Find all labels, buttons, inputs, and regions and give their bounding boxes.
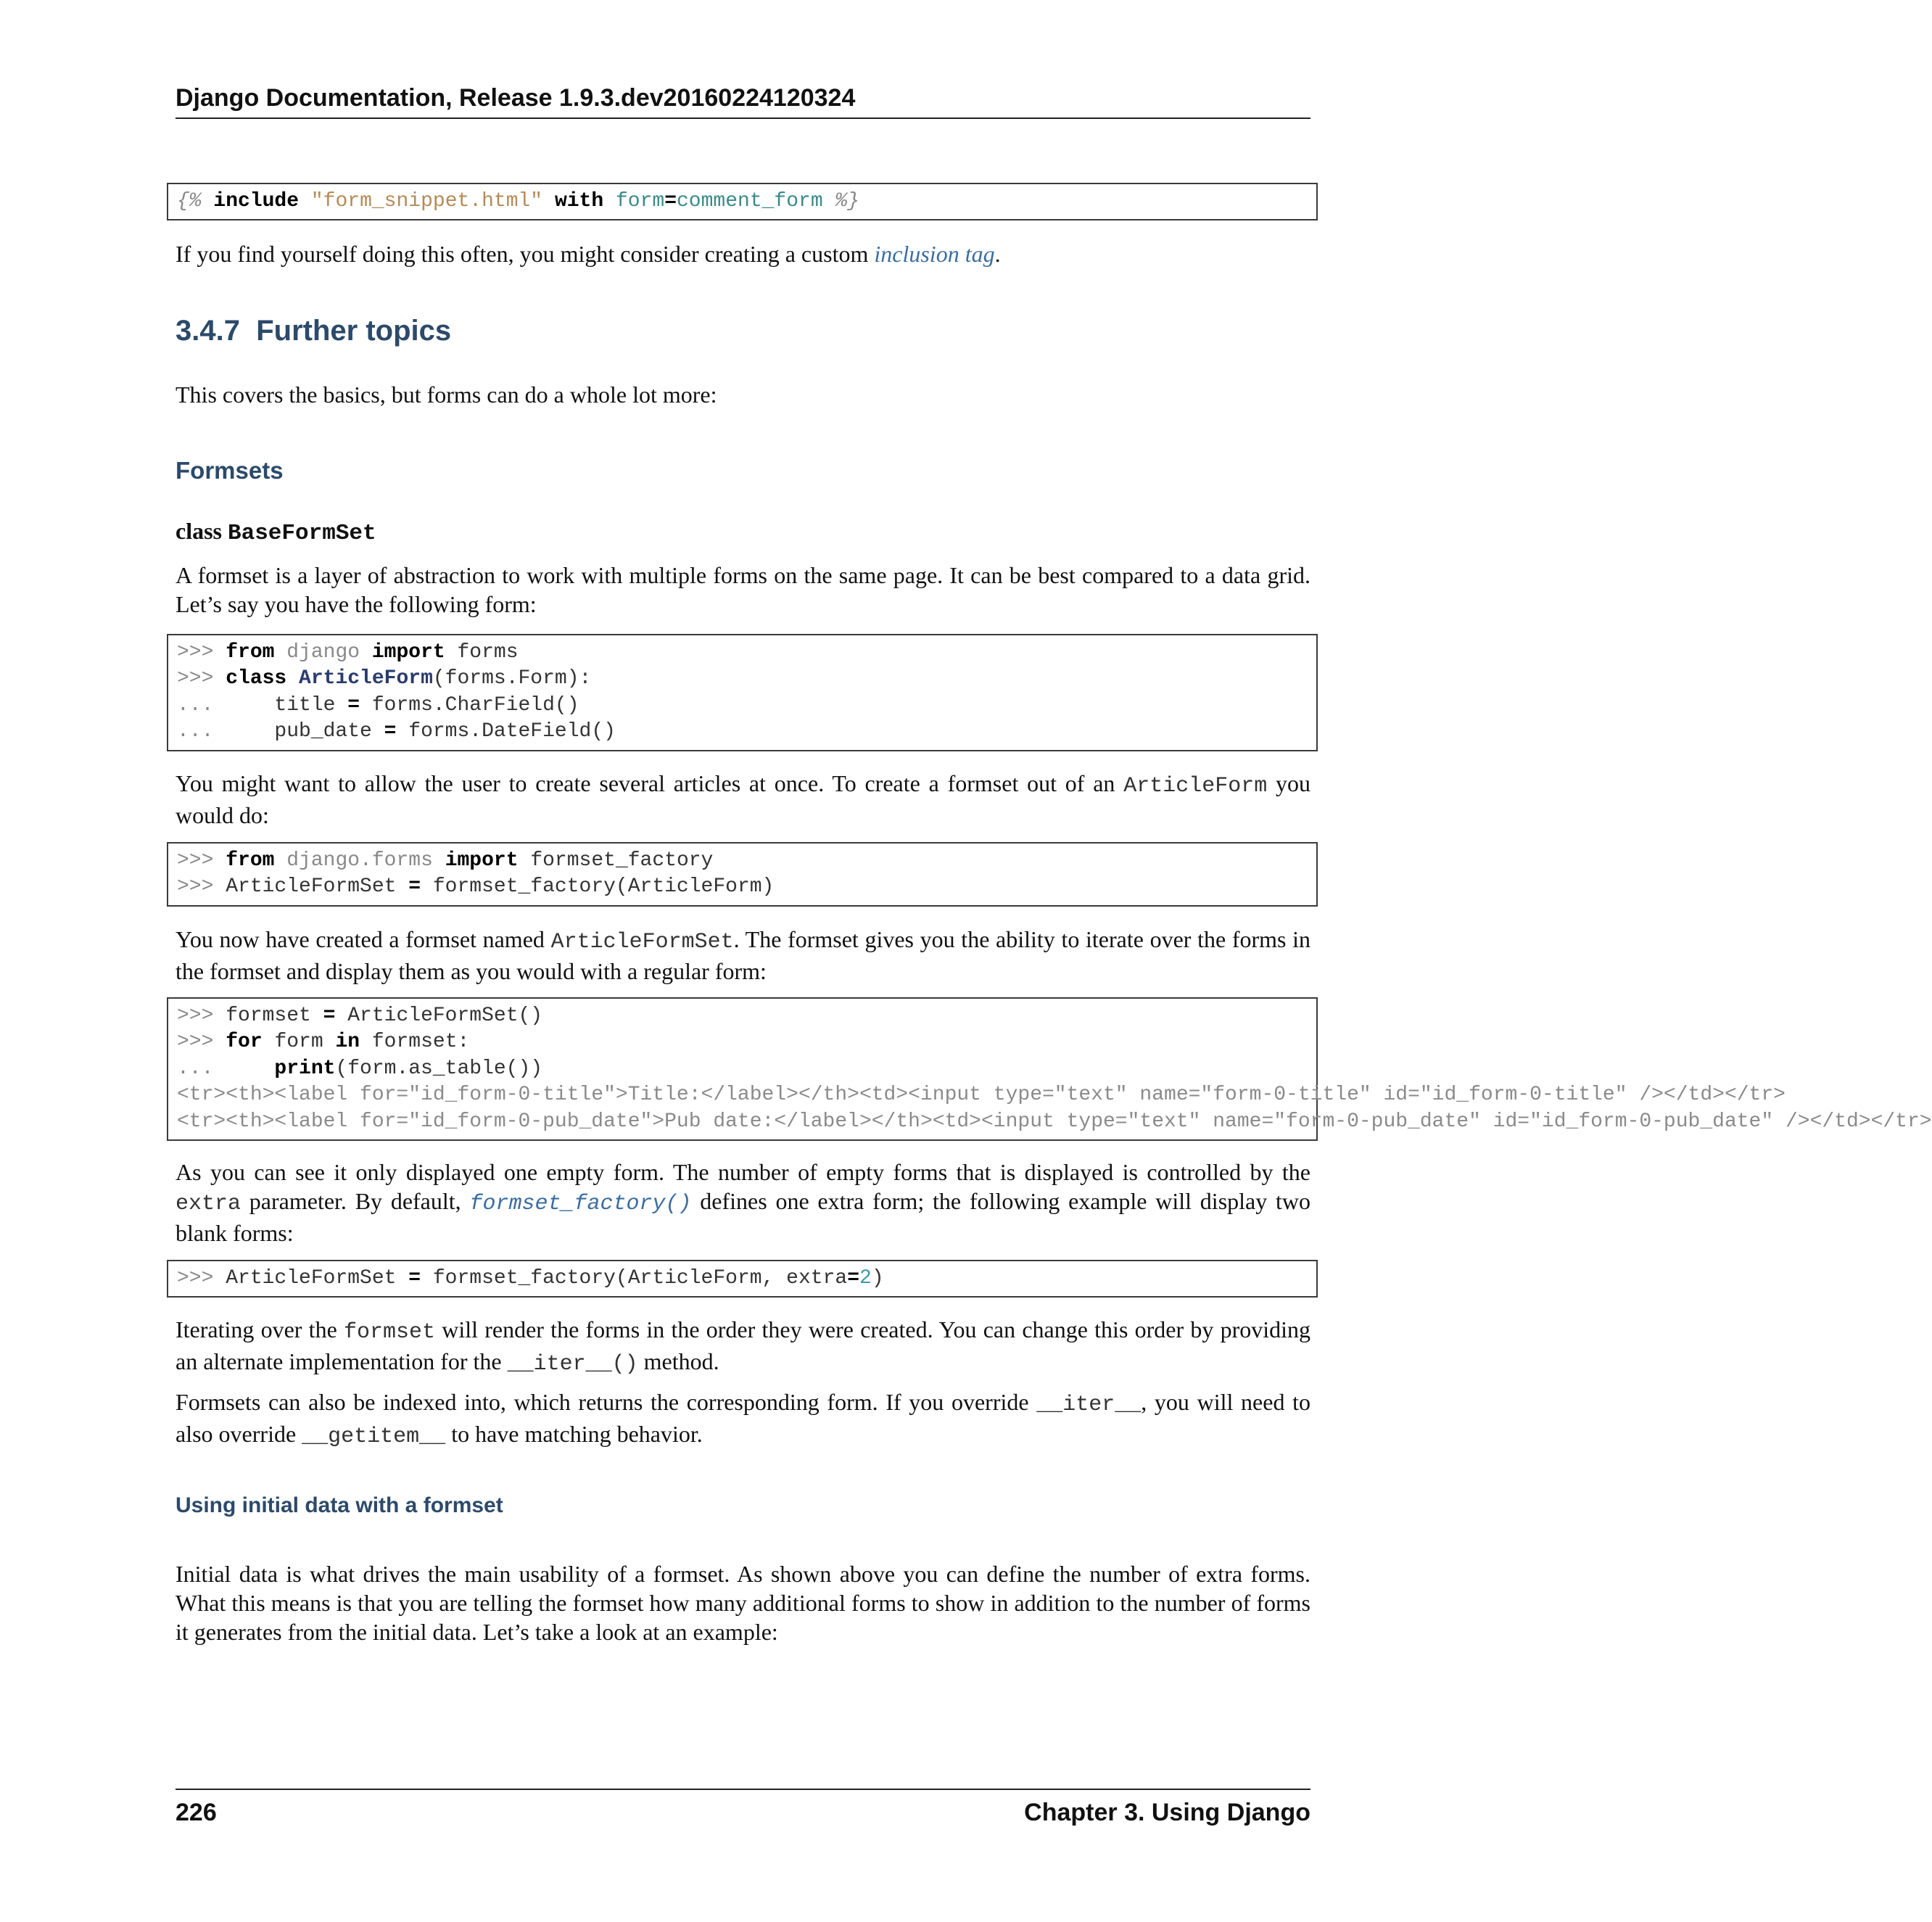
formset-factory-code-block	[167, 842, 1318, 907]
chapter-title: Chapter 3. Using Django	[1024, 1799, 1310, 1826]
inline-code: ArticleForm	[1123, 774, 1268, 799]
paragraph-inclusion: If you find yourself doing this often, you might consider creating a custom inclusion tag.	[176, 241, 1001, 267]
section-heading: 3.4.7 Further topics	[176, 315, 452, 347]
inline-code: __iter__	[1036, 1393, 1142, 1417]
template-close-tag: %}	[835, 190, 860, 213]
article-form-code-block	[167, 634, 1318, 751]
include-code-block	[167, 183, 1318, 220]
with-keyword: with	[554, 190, 604, 213]
code-line: ... title = forms.CharField()	[177, 693, 579, 717]
section-intro: This covers the basics, but forms can do a whole lot more:	[176, 381, 717, 408]
formsets-heading: Formsets	[176, 457, 284, 484]
class-name: BaseFormSet	[228, 521, 376, 546]
paragraph-indexing: Formsets can also be indexed into, which returns the corresponding form. If you override __iter__, you will need to also override __getitem__ to have matching behavior.	[176, 1389, 1311, 1449]
code-line: >>> from django import forms	[177, 641, 519, 664]
inclusion-tag-link[interactable]: inclusion tag	[874, 241, 995, 267]
code-output-line: <tr><th><label for="id_form-0-title">Title:</label></th><td><input type="text" name="form-0-title" id="id_form-0-title" /></td></tr>	[177, 1084, 1786, 1107]
code-line: >>> class ArticleForm(forms.Form):	[177, 667, 592, 690]
paragraph-formset-named: You now have created a formset named ArticleFormSet. The formset gives you the ability to iterate over the forms in the formset and display them as you would with a regular form:	[176, 926, 1311, 984]
include-keyword: include	[213, 190, 300, 213]
code-line: ... print(form.as_table())	[177, 1057, 543, 1080]
initial-data-heading: Using initial data with a formset	[176, 1493, 503, 1517]
equals-sign: =	[664, 190, 677, 213]
inline-code: __getitem__	[302, 1424, 446, 1449]
paragraph-extra-forms: As you can see it only displayed one empty form. The number of empty forms that is displayed is controlled by the extra parameter. By default, formset_factory() defines one extra form; the following example will display two blank forms:	[176, 1159, 1311, 1246]
code-line: >>> ArticleFormSet = formset_factory(ArticleForm, extra=2)	[177, 1267, 884, 1290]
inline-code: extra	[176, 1192, 242, 1216]
code-output-line: <tr><th><label for="id_form-0-pub_date">Pub date:</label></th><td><input type="text" name="form-0-pub_date" id="id_form-0-pub_date" /></td></tr>	[177, 1110, 1932, 1133]
code-line: >>> formset = ArticleFormSet()	[177, 1005, 543, 1027]
form-var: form	[615, 190, 665, 213]
inline-code: formset	[344, 1320, 436, 1345]
template-open-tag: {%	[177, 190, 202, 213]
inline-code: __iter__()	[507, 1352, 638, 1377]
paragraph-initial-data: Initial data is what drives the main usability of a formset. As shown above you can define the number of extra forms. What this means is that you are telling the formset how many additional forms to show in addition to the number of forms it generates from the initial data. Let’s take a look at an example:	[176, 1561, 1310, 1645]
running-header: Django Documentation, Release 1.9.3.dev20160224120324	[176, 83, 1310, 119]
iterate-formset-code-block	[167, 997, 1932, 1141]
extra-forms-code-block	[167, 1260, 1318, 1298]
page-number: 226	[176, 1799, 217, 1826]
paragraph-create-formset: You might want to allow the user to create several articles at once. To create a formset out of an ArticleForm you would do:	[176, 770, 1311, 828]
template-filename: "form_snippet.html"	[310, 190, 543, 213]
class-definition: class BaseFormSet	[176, 518, 376, 546]
formset-description: A formset is a layer of abstraction to work with multiple forms on the same page. It can be best compared to a data grid. Let’s say you have the following form:	[176, 562, 1310, 617]
formset-factory-link[interactable]: formset_factory()	[469, 1192, 692, 1216]
code-line: >>> for form in formset:	[177, 1031, 470, 1054]
inline-code: ArticleFormSet	[550, 930, 734, 954]
comment-form-var: comment_form	[677, 190, 823, 213]
running-footer	[176, 1789, 1310, 1828]
code-line: >>> from django.forms import formset_factory	[177, 849, 714, 872]
paragraph-iterating: Iterating over the formset will render the forms in the order they were created. You can change this order by providing an alternate implementation for the __iter__() method.	[176, 1316, 1311, 1377]
code-line: >>> ArticleFormSet = formset_factory(ArticleForm)	[177, 875, 775, 899]
code-line: ... pub_date = forms.DateField()	[177, 720, 616, 743]
